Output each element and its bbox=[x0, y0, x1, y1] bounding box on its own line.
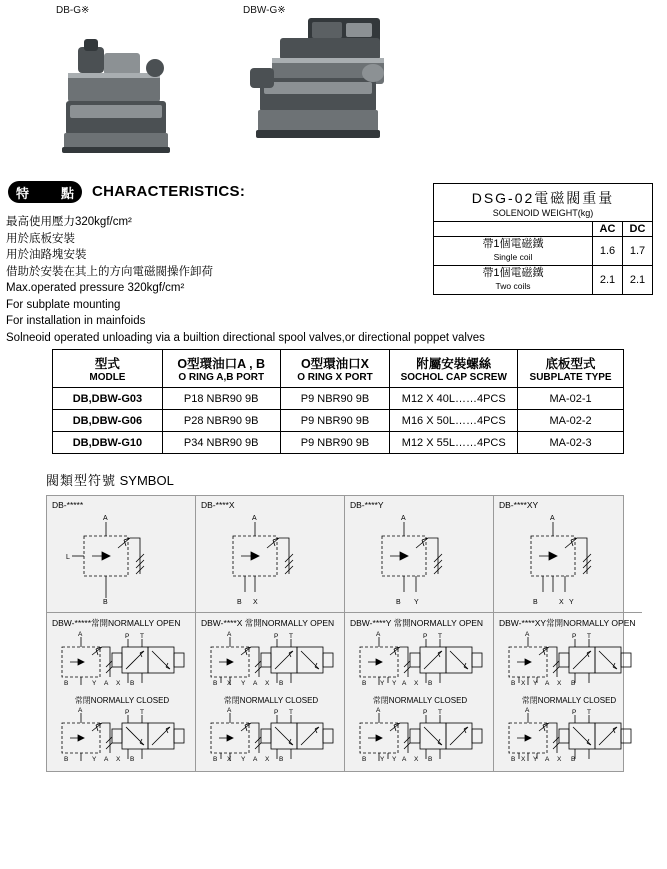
weight-row-label-cn: 帶1個電磁鐵 bbox=[482, 267, 544, 279]
symbol-diagram-db-y bbox=[360, 512, 480, 610]
symbol-port-x: X bbox=[559, 599, 564, 606]
symbol-port-x0: X bbox=[521, 680, 526, 687]
weight-table-row bbox=[434, 266, 653, 295]
symbol-port-x: X bbox=[265, 756, 270, 763]
spec-header-subplate bbox=[518, 350, 624, 388]
symbol-section-title-cn: 閥類型符號 bbox=[46, 473, 117, 488]
symbol-port-b: B bbox=[362, 680, 367, 687]
spec-cell-subplate: MA-02-3 bbox=[518, 432, 624, 454]
symbol-port-a2: A bbox=[104, 680, 109, 687]
spec-header-screw-cn: 附屬安裝螺絲 bbox=[416, 357, 492, 371]
spec-header-screw-en: SOCHOL CAP SCREW bbox=[400, 372, 507, 383]
spec-cell-screw: M12 X 40L……4PCS bbox=[390, 388, 518, 410]
spec-cell-oring-x: P9 NBR90 9B bbox=[280, 410, 390, 432]
symbol-port-a: A bbox=[525, 631, 530, 638]
symbol-port-y: Y bbox=[392, 756, 397, 763]
weight-row-label-en: Two coils bbox=[495, 281, 531, 291]
spec-cell-oring-x: P9 NBR90 9B bbox=[280, 388, 390, 410]
symbol-port-t: T bbox=[438, 709, 442, 716]
spec-cell-oring-x: P9 NBR90 9B bbox=[280, 432, 390, 454]
spec-cell-oring-ab: P28 NBR90 9B bbox=[162, 410, 280, 432]
characteristics-line: 用於油路塊安裝 bbox=[6, 249, 87, 261]
weight-table-header-blank bbox=[434, 222, 593, 237]
symbol-port-b2: B bbox=[428, 756, 433, 763]
spec-cell-model: DB,DBW-G10 bbox=[53, 432, 163, 454]
symbol-diagram-db bbox=[62, 512, 182, 610]
symbol-port-a: A bbox=[78, 707, 83, 714]
spec-cell-model: DB,DBW-G03 bbox=[53, 388, 163, 410]
symbol-port-b2: B bbox=[279, 756, 284, 763]
symbol-port-b: B bbox=[103, 599, 108, 606]
symbol-code: DBW-****X 常開NORMALLY OPEN bbox=[201, 618, 335, 628]
symbol-port-b: B bbox=[237, 599, 242, 606]
symbol-port-b: B bbox=[511, 680, 516, 687]
spec-header-subplate-en: SUBPLATE TYPE bbox=[529, 372, 612, 383]
weight-row-dc: 1.7 bbox=[623, 237, 653, 266]
spec-header-subplate-cn: 底板型式 bbox=[545, 357, 596, 371]
symbol-port-a: A bbox=[227, 631, 232, 638]
characteristics-line: 用於底板安裝 bbox=[6, 232, 75, 245]
weight-row-label bbox=[434, 237, 593, 266]
characteristics-title: CHARACTERISTICS: bbox=[92, 183, 246, 200]
symbol-diagram-dbw-x-open bbox=[201, 631, 341, 693]
spec-cell-subplate: MA-02-2 bbox=[518, 410, 624, 432]
symbol-cell-db bbox=[47, 496, 196, 613]
symbol-code: DB-****XY bbox=[499, 500, 539, 510]
weight-row-label bbox=[434, 266, 593, 295]
symbol-port-a: A bbox=[525, 707, 530, 714]
characteristics-line: 最高使用壓力320kgf/cm² bbox=[6, 216, 132, 228]
spec-header-model-cn: 型式 bbox=[94, 357, 120, 371]
symbol-cell-db-y bbox=[345, 496, 494, 613]
symbol-port-t: T bbox=[438, 633, 442, 640]
symbol-port-p: P bbox=[572, 709, 577, 716]
symbol-port-a2: A bbox=[253, 680, 258, 687]
solenoid-weight-table bbox=[433, 183, 653, 295]
weight-table-title-cell bbox=[434, 184, 653, 222]
symbol-port-b: B bbox=[213, 680, 218, 687]
symbol-port-a2: A bbox=[402, 756, 407, 763]
symbol-port-a2: A bbox=[104, 756, 109, 763]
spec-header-oring-x-cn: O型環油口X bbox=[300, 357, 370, 371]
symbol-code-closed: 常閉NORMALLY CLOSED bbox=[74, 696, 170, 705]
spec-header-oring-ab-en: O RING A,B PORT bbox=[178, 372, 265, 383]
valve-photo-db-g bbox=[60, 35, 190, 155]
spec-table bbox=[52, 349, 624, 454]
valve-photo-dbw-g bbox=[250, 18, 410, 158]
spec-header-oring-x-en: O RING X PORT bbox=[297, 372, 373, 383]
symbol-port-y: Y bbox=[392, 680, 397, 687]
characteristics-badge bbox=[8, 181, 82, 203]
symbol-port-x: X bbox=[557, 756, 562, 763]
spec-cell-screw: M16 X 50L……4PCS bbox=[390, 410, 518, 432]
symbol-port-p: P bbox=[423, 633, 428, 640]
spec-header-oring-x bbox=[280, 350, 390, 388]
characteristics-badge-cn1: 特 bbox=[16, 185, 30, 201]
weight-table-title-cn: DSG-02電磁閥重量 bbox=[471, 189, 615, 206]
weight-table-header-dc: DC bbox=[623, 222, 653, 237]
symbol-port-x: X bbox=[265, 680, 270, 687]
characteristics-line: For installation in mainfoids bbox=[6, 315, 146, 327]
weight-table-row bbox=[434, 237, 653, 266]
weight-row-ac: 2.1 bbox=[593, 266, 623, 295]
table-row bbox=[53, 410, 624, 432]
characteristics-list bbox=[6, 214, 485, 346]
symbol-port-t: T bbox=[140, 633, 144, 640]
symbol-port-a: A bbox=[78, 631, 83, 638]
symbol-port-b: B bbox=[64, 680, 69, 687]
symbol-port-x: X bbox=[116, 680, 121, 687]
symbol-port-t: T bbox=[587, 633, 591, 640]
symbol-diagram-db-x bbox=[211, 512, 331, 610]
characteristics-line: Max.operated pressure 320kgf/cm² bbox=[6, 282, 185, 294]
symbol-port-b: B bbox=[533, 599, 538, 606]
table-row bbox=[53, 388, 624, 410]
symbol-port-a2: A bbox=[402, 680, 407, 687]
symbol-diagram-dbw-y-open bbox=[350, 631, 490, 693]
symbol-port-y: Y bbox=[241, 756, 246, 763]
symbol-port-b2: B bbox=[130, 756, 135, 763]
symbol-diagram-dbw-x-closed bbox=[201, 707, 341, 769]
weight-row-dc: 2.1 bbox=[623, 266, 653, 295]
characteristics-badge-cn2: 點 bbox=[60, 185, 74, 201]
symbol-port-a: A bbox=[401, 515, 406, 522]
symbol-port-p: P bbox=[423, 709, 428, 716]
symbol-port-y0: Y bbox=[380, 756, 385, 763]
symbol-port-b2: B bbox=[571, 680, 576, 687]
symbol-port-a: A bbox=[252, 515, 257, 522]
spec-cell-oring-ab: P18 NBR90 9B bbox=[162, 388, 280, 410]
spec-cell-screw: M12 X 55L……4PCS bbox=[390, 432, 518, 454]
symbol-port-a2: A bbox=[545, 756, 550, 763]
symbol-port-b: B bbox=[362, 756, 367, 763]
characteristics-line: For subplate mounting bbox=[6, 298, 121, 311]
symbol-code: DB-****X bbox=[201, 500, 235, 510]
weight-row-label-en: Single coil bbox=[493, 252, 533, 262]
symbol-port-y: Y bbox=[92, 680, 97, 687]
weight-row-ac: 1.6 bbox=[593, 237, 623, 266]
symbol-port-y0: Y bbox=[533, 680, 538, 687]
symbol-port-b2: B bbox=[130, 680, 135, 687]
spec-cell-model: DB,DBW-G06 bbox=[53, 410, 163, 432]
symbol-port-a: A bbox=[376, 707, 381, 714]
symbol-diagram-dbw-open bbox=[52, 631, 192, 693]
symbol-cell-dbw-xy bbox=[494, 613, 642, 771]
photo-label-left: DB-G※ bbox=[56, 5, 90, 16]
product-photos bbox=[0, 0, 667, 175]
symbol-port-b: B bbox=[64, 756, 69, 763]
spec-table-wrap bbox=[0, 349, 667, 454]
symbol-code: DB-***** bbox=[52, 500, 84, 510]
symbol-port-b2: B bbox=[279, 680, 284, 687]
symbol-port-x: X bbox=[253, 599, 258, 606]
symbol-cell-dbw bbox=[47, 613, 196, 771]
symbol-code: DBW-****Y 常開NORMALLY OPEN bbox=[350, 618, 484, 628]
weight-table-title-row bbox=[434, 184, 653, 222]
symbol-code: DBW-*****常開NORMALLY OPEN bbox=[52, 618, 181, 628]
spec-cell-subplate: MA-02-1 bbox=[518, 388, 624, 410]
symbol-code-closed: 常閉NORMALLY CLOSED bbox=[223, 696, 319, 705]
symbol-port-a2: A bbox=[253, 756, 258, 763]
symbol-port-x0: X bbox=[227, 680, 232, 687]
symbol-port-p: P bbox=[274, 709, 279, 716]
symbol-port-x: X bbox=[414, 756, 419, 763]
symbol-port-a: A bbox=[227, 707, 232, 714]
symbol-port-p: P bbox=[125, 633, 130, 640]
symbol-port-l: L bbox=[66, 554, 70, 561]
symbol-port-y: Y bbox=[569, 599, 574, 606]
spec-header-model bbox=[53, 350, 163, 388]
symbol-code: DB-****Y bbox=[350, 500, 384, 510]
symbol-diagram-dbw-closed bbox=[52, 707, 192, 769]
symbol-port-t: T bbox=[289, 633, 293, 640]
symbol-port-x0: X bbox=[521, 756, 526, 763]
symbol-code-closed: 常閉NORMALLY CLOSED bbox=[372, 696, 468, 705]
symbol-port-a: A bbox=[550, 515, 555, 522]
characteristics-line: Solneoid operated unloading via a builtion directional spool valves,or directional poppet valves bbox=[6, 331, 485, 344]
symbol-cell-db-xy bbox=[494, 496, 642, 613]
spec-header-screw bbox=[390, 350, 518, 388]
symbol-port-b: B bbox=[511, 756, 516, 763]
symbol-port-y0: Y bbox=[533, 756, 538, 763]
symbol-port-t: T bbox=[587, 709, 591, 716]
symbol-port-p: P bbox=[274, 633, 279, 640]
symbol-port-y: Y bbox=[414, 599, 419, 606]
spec-header-model-en: MODLE bbox=[89, 372, 126, 383]
symbol-port-x: X bbox=[557, 680, 562, 687]
symbol-port-x0: X bbox=[227, 756, 232, 763]
weight-table-header-row bbox=[434, 222, 653, 237]
symbol-cell-dbw-y bbox=[345, 613, 494, 771]
symbol-port-x: X bbox=[116, 756, 121, 763]
symbol-port-b: B bbox=[213, 756, 218, 763]
symbol-port-b: B bbox=[396, 599, 401, 606]
weight-table-title-en: SOLENOID WEIGHT(kg) bbox=[492, 207, 594, 218]
symbol-grid bbox=[46, 495, 636, 772]
photo-label-right: DBW-G※ bbox=[243, 5, 286, 16]
symbol-port-a: A bbox=[376, 631, 381, 638]
weight-table-header-ac: AC bbox=[593, 222, 623, 237]
symbol-diagram-db-xy bbox=[509, 512, 629, 610]
symbol-port-a2: A bbox=[545, 680, 550, 687]
symbol-port-p: P bbox=[572, 633, 577, 640]
weight-row-label-cn: 帶1個電磁鐵 bbox=[482, 238, 544, 250]
symbol-port-t: T bbox=[140, 709, 144, 716]
table-row bbox=[53, 432, 624, 454]
symbol-cell-db-x bbox=[196, 496, 345, 613]
symbol-cell-dbw-x bbox=[196, 613, 345, 771]
symbol-section-title bbox=[46, 470, 667, 489]
symbol-diagram-dbw-y-closed bbox=[350, 707, 490, 769]
symbol-diagram-dbw-xy-open bbox=[499, 631, 639, 693]
symbol-port-y0: Y bbox=[380, 680, 385, 687]
symbol-port-x: X bbox=[414, 680, 419, 687]
spec-header-oring-ab-cn: O型環油口A , B bbox=[177, 357, 266, 371]
symbol-section-title-en: SYMBOL bbox=[119, 473, 174, 488]
spec-header-oring-ab bbox=[162, 350, 280, 388]
symbol-port-b2: B bbox=[571, 756, 576, 763]
symbol-port-b2: B bbox=[428, 680, 433, 687]
symbol-port-a: A bbox=[103, 515, 108, 522]
characteristics-section bbox=[0, 181, 667, 344]
symbol-diagram-dbw-xy-closed bbox=[499, 707, 639, 769]
spec-cell-oring-ab: P34 NBR90 9B bbox=[162, 432, 280, 454]
symbol-port-y: Y bbox=[92, 756, 97, 763]
symbol-code: DBW-****XY常開NORMALLY OPEN bbox=[499, 618, 636, 628]
characteristics-line: 借助於安裝在其上的方向電磁閥操作卸荷 bbox=[6, 265, 213, 278]
symbol-port-t: T bbox=[289, 709, 293, 716]
symbol-code-closed: 常閉NORMALLY CLOSED bbox=[521, 696, 617, 705]
symbol-port-p: P bbox=[125, 709, 130, 716]
symbol-port-y: Y bbox=[241, 680, 246, 687]
spec-table-header-row bbox=[53, 350, 624, 388]
